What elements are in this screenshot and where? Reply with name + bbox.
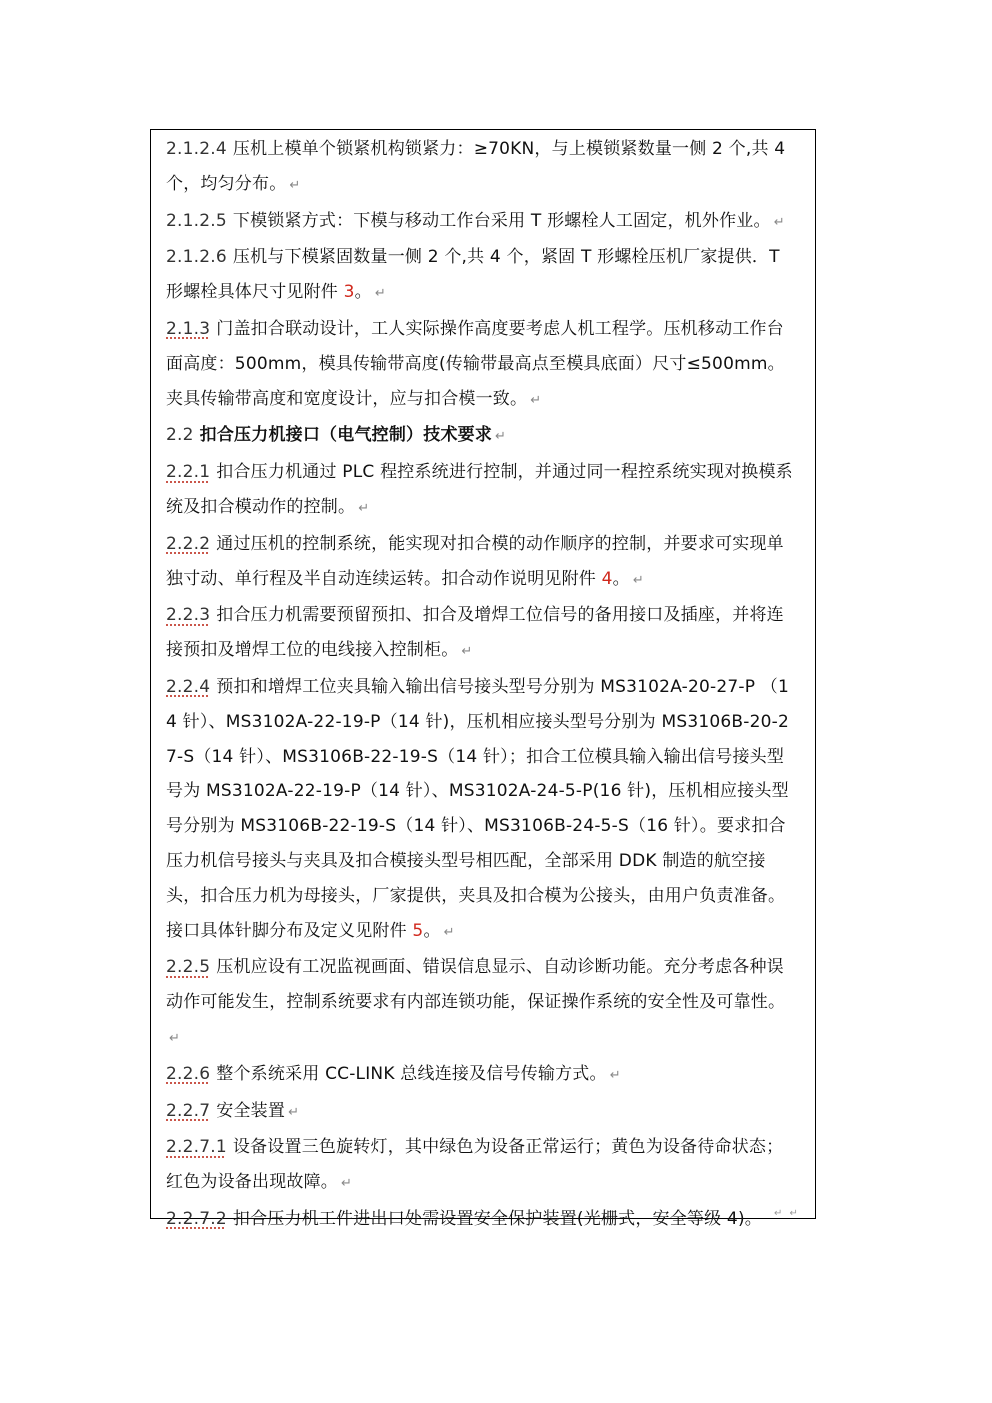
paragraph-tail: 。	[354, 282, 372, 303]
paragraph-mark: ↵	[461, 644, 473, 660]
paragraph-2-2-5	[166, 950, 798, 1056]
attachment-ref: 5	[412, 920, 424, 941]
section-number: 2.2.7	[166, 1100, 211, 1121]
paragraph-2-2-3	[166, 598, 798, 670]
paragraph-text: 预扣和增焊工位夹具输入输出信号接头型号分别为 MS3102A-20-27-P （14 针）、MS3102A-22-19-P（14 针)，压机相应接头型号分别为 MS3106B-20-27-S（14 针）、MS3106B-22-19-S（14 针）；扣合工位模具输入输出信号接头型号为 MS3102A-22-19-P（14 针）、MS3102A-24-5-P(16 针)，压机相应接头型号分别为 MS3106B-22-19-S（14 针）、MS3106B-24-5-S（16 针）。要求扣合压力机信号接头与夹具及扣合模接头型号相匹配，全部采用 DDK 制造的航空接头，扣合压力机为母接头，厂家提供，夹具及扣合模为公接头，由用户负责准备。接口具体针脚分布及定义见附件	[166, 676, 789, 941]
paragraph-mark: ↵	[169, 1030, 181, 1046]
section-number: 2.2	[166, 425, 194, 446]
paragraph-2-2-6	[166, 1057, 798, 1094]
paragraph-text: 压机与下模紧固数量一侧 2 个,共 4 个，紧固 T 形螺栓压机厂家提供．T 形螺栓具体尺寸见附件	[166, 247, 780, 303]
section-number: 2.1.2.5	[166, 210, 227, 231]
section-heading: 扣合压力机接口（电气控制）技术要求	[199, 425, 493, 446]
paragraph-2-1-2-6	[166, 240, 798, 312]
paragraph-end-mark: ↵ ↵	[774, 1208, 800, 1219]
attachment-ref: 3	[343, 282, 355, 303]
paragraph-text: 整个系统采用 CC-LINK 总线连接及信号传输方式。	[216, 1063, 607, 1084]
paragraph-text: 压机上模单个锁紧机构锁紧力：≥70KN，与上模锁紧数量一侧 2 个,共 4 个，均匀分布。	[166, 139, 786, 194]
section-number: 2.2.7.2	[166, 1208, 227, 1229]
paragraph-text: 扣合压力机通过 PLC 程控系统进行控制，并通过同一程控系统实现对换模系统及扣合模动作的控制。	[166, 462, 793, 517]
paragraph-tail: 。	[612, 568, 630, 589]
paragraph-2-2	[166, 418, 798, 455]
paragraph-mark: ↵	[443, 924, 455, 940]
document-body	[166, 132, 798, 1237]
section-number: 2.1.2.6	[166, 247, 227, 268]
paragraph-mark: ↵	[632, 572, 644, 588]
paragraph-mark: ↵	[495, 429, 507, 445]
paragraph-text: 扣合压力机需要预留预扣、扣合及增焊工位信号的备用接口及插座，并将连接预扣及增焊工位的电线接入控制柜。	[166, 605, 784, 661]
paragraph-mark: ↵	[609, 1067, 621, 1083]
paragraph-text: 扣合压力机工件进出口处需设置安全保护装置(光栅式，安全等级 4)。	[232, 1208, 762, 1229]
paragraph-text: 压机应设有工况监视画面、错误信息显示、自动诊断功能。充分考虑各种误动作可能发生，控制系统要求有内部连锁功能，保证操作系统的安全性及可靠性。	[166, 957, 786, 1013]
section-number: 2.2.7.1	[166, 1137, 227, 1158]
paragraph-2-2-2	[166, 527, 798, 599]
paragraph-text: 下模锁紧方式：下模与移动工作台采用 T 形螺栓人工固定，机外作业。	[232, 210, 771, 231]
section-number: 2.2.5	[166, 957, 211, 978]
paragraph-mark: ↵	[358, 500, 370, 516]
paragraph-text: 设备设置三色旋转灯，其中绿色为设备正常运行；黄色为设备待命状态；红色为设备出现故障。	[166, 1137, 784, 1193]
section-number: 2.1.2.4	[166, 139, 227, 159]
section-number: 2.2.2	[166, 533, 211, 554]
paragraph-text: 安全装置	[216, 1100, 286, 1121]
section-number: 2.2.4	[166, 676, 211, 697]
paragraph-mark: ↵	[374, 286, 386, 302]
paragraph-2-1-3	[166, 312, 798, 418]
paragraph-2-1-2-5	[166, 204, 798, 241]
paragraph-2-1-2-4	[166, 132, 798, 204]
section-number: 2.2.1	[166, 462, 211, 483]
paragraph-mark: ↵	[289, 177, 301, 193]
section-number: 2.1.3	[166, 318, 211, 339]
attachment-ref: 4	[601, 568, 613, 589]
paragraph-text: 门盖扣合联动设计，工人实际操作高度要考虑人机工程学。压机移动工作台面高度：500mm，模具传输带高度(传输带最高点至模具底面）尺寸≤500mm。夹具传输带高度和宽度设计，应与扣合模一致。	[166, 318, 785, 409]
section-number: 2.2.6	[166, 1063, 211, 1084]
paragraph-2-2-1	[166, 455, 798, 527]
paragraph-mark: ↵	[773, 214, 785, 230]
paragraph-mark: ↵	[530, 392, 542, 408]
paragraph-2-2-7-2	[166, 1202, 798, 1237]
paragraph-2-2-4	[166, 670, 798, 950]
paragraph-tail: 。	[423, 920, 441, 941]
paragraph-mark: ↵	[288, 1104, 300, 1120]
paragraph-text: 通过压机的控制系统，能实现对扣合模的动作顺序的控制，并要求可实现单独寸动、单行程及半自动连续运转。扣合动作说明见附件	[166, 533, 784, 589]
paragraph-mark: ↵	[341, 1176, 353, 1192]
section-number: 2.2.3	[166, 605, 211, 626]
paragraph-2-2-7	[166, 1094, 798, 1131]
paragraph-2-2-7-1	[166, 1130, 798, 1202]
